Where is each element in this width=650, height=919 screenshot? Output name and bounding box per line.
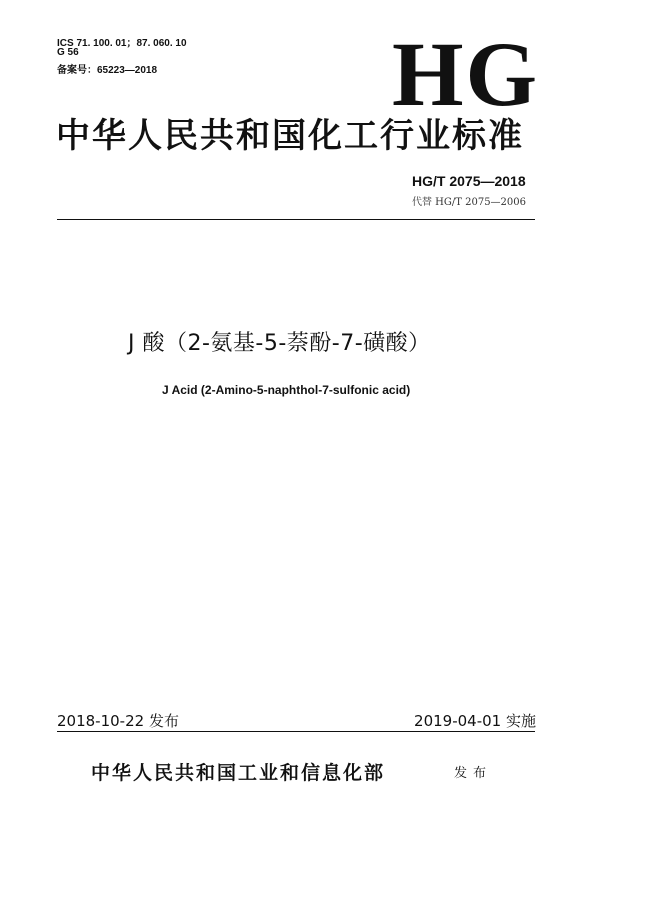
issue-date: 2018-10-22 发布 bbox=[57, 712, 179, 730]
header-divider bbox=[57, 219, 535, 220]
standard-category-title: 中华人民共和国化工行业标准 bbox=[56, 116, 524, 156]
document-title-english: J Acid (2-Amino-5-naphthol-7-sulfonic acid) bbox=[162, 383, 411, 397]
standard-number: HG/T 2075—2018 bbox=[412, 173, 526, 189]
hg-logo: HG bbox=[392, 23, 540, 125]
implementation-date: 2019-04-01 实施 bbox=[414, 712, 536, 730]
issuing-label: 发布 bbox=[454, 766, 493, 781]
ics-code: ICS 71. 100. 01；87. 060. 10 bbox=[57, 38, 187, 49]
document-title-chinese: J 酸（2-氨基-5-萘酚-7-磺酸） bbox=[128, 331, 431, 356]
issuing-authority: 中华人民共和国工业和信息化部 bbox=[91, 762, 386, 784]
ccs-code: G 56 bbox=[57, 47, 79, 58]
footer-divider bbox=[57, 731, 535, 732]
replaces-standard: 代替 HG/T 2075—2006 bbox=[412, 197, 527, 208]
filing-number: 备案号：65223—2018 bbox=[57, 65, 158, 76]
